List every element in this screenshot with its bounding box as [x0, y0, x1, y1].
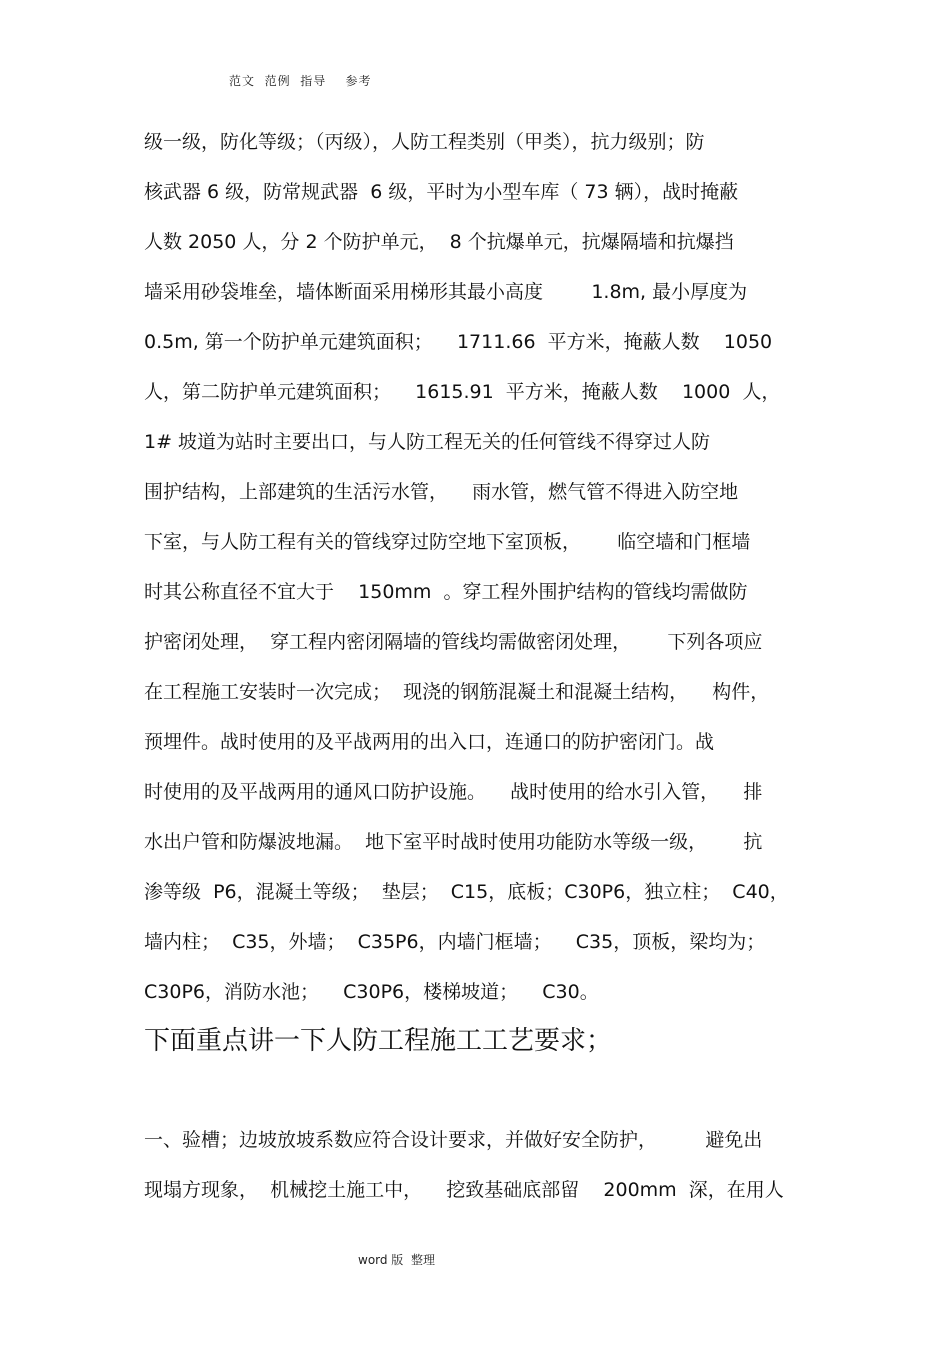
page-footer: word 版 整理	[358, 1253, 435, 1267]
text-line: 级一级，防化等级；（丙级），人防工程类别（甲类），抗力级别；防	[144, 131, 705, 153]
text-line: C30P6，消防水池； C30P6，楼梯坡道； C30。	[144, 981, 599, 1003]
page-header: 范文 范例 指导 参考	[229, 74, 372, 88]
text-line: 现塌方现象， 机械挖土施工中， 挖致基础底部留 200mm 深，在用人	[144, 1179, 784, 1201]
text-line: 人，第二防护单元建筑面积； 1615.91 平方米，掩蔽人数 1000 人，	[144, 381, 781, 403]
text-line: 0.5m, 第一个防护单元建筑面积； 1711.66 平方米，掩蔽人数 1050	[144, 331, 773, 353]
section-heading: 下面重点讲一下人防工程施工工艺要求；	[144, 1026, 613, 1056]
text-line: 渗等级 P6，混凝土等级； 垫层； C15，底板；C30P6，独立柱； C40，	[144, 881, 789, 903]
text-line: 水出户管和防爆波地漏。 地下室平时战时使用功能防水等级一级， 抗	[144, 831, 763, 853]
text-line: 人数 2050 人，分 2 个防护单元， 8 个抗爆单元，抗爆隔墙和抗爆挡	[144, 231, 734, 253]
text-line: 下室，与人防工程有关的管线穿过防空地下室顶板， 临空墙和门框墙	[144, 531, 751, 553]
text-line: 时其公称直径不宜大于 150mm 。穿工程外围护结构的管线均需做防	[144, 581, 748, 603]
text-line: 时使用的及平战两用的通风口防护设施。 战时使用的给水引入管， 排	[144, 781, 763, 803]
text-line: 预埋件。战时使用的及平战两用的出入口，连通口的防护密闭门。战	[144, 731, 715, 753]
text-line: 墙采用砂袋堆垒，墙体断面采用梯形其最小高度 1.8m, 最小厚度为	[144, 281, 748, 303]
text-line: 一、验槽；边坡放坡系数应符合设计要求，并做好安全防护， 避免出	[144, 1129, 763, 1151]
text-line: 墙内柱； C35，外墙； C35P6，内墙门框墙； C35，顶板，梁均为；	[144, 931, 766, 953]
text-line: 1# 坡道为站时主要出口，与人防工程无关的任何管线不得穿过人防	[144, 431, 711, 453]
text-line: 围护结构，上部建筑的生活污水管， 雨水管，燃气管不得进入防空地	[144, 481, 739, 503]
text-line: 护密闭处理， 穿工程内密闭隔墙的管线均需做密闭处理， 下列各项应	[144, 631, 763, 653]
text-line: 在工程施工安装时一次完成； 现浇的钢筋混凝土和混凝土结构， 构件，	[144, 681, 770, 703]
text-line: 核武器 6 级，防常规武器 6 级，平时为小型车库（ 73 辆），战时掩蔽	[144, 181, 739, 203]
